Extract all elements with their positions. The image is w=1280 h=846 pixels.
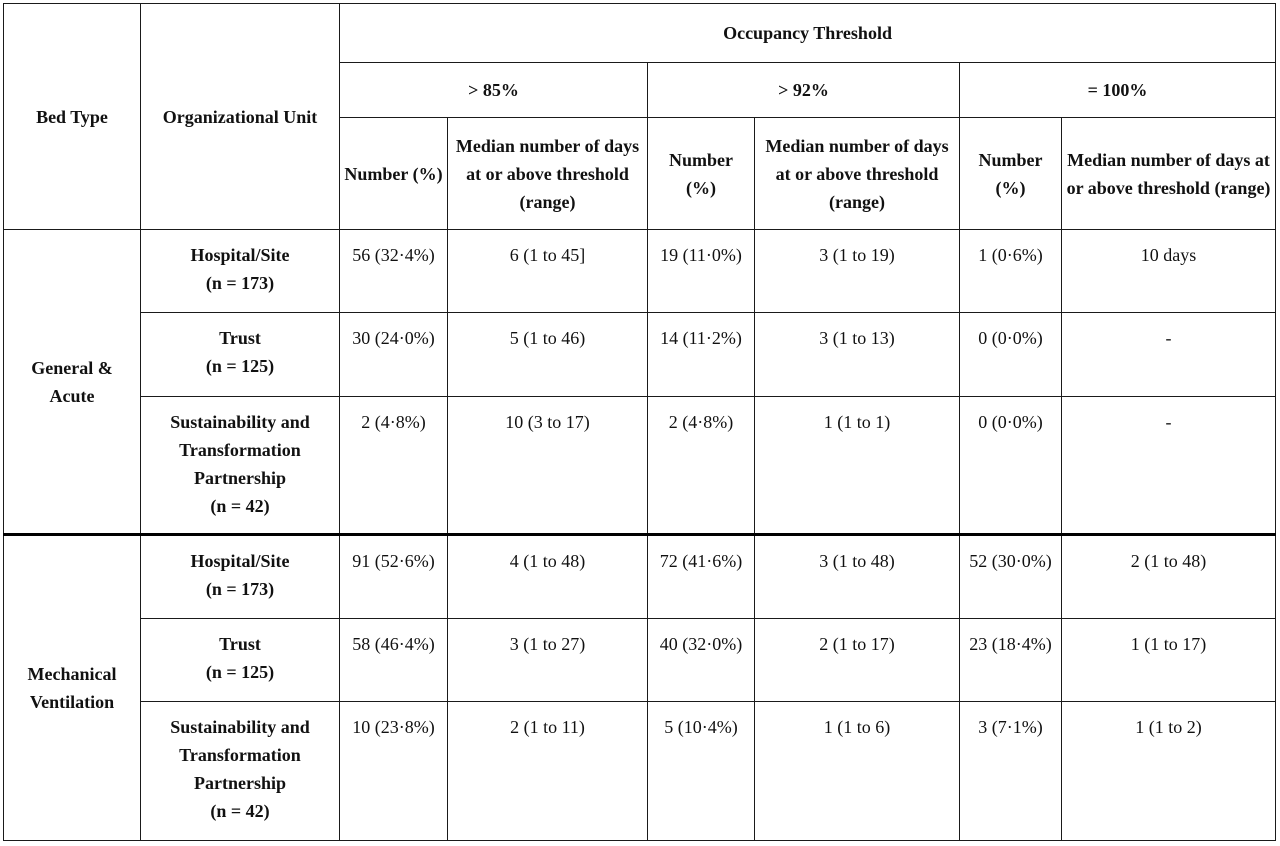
org-unit-count: (n = 173) [205, 273, 275, 293]
median-cell: 1 (1 to 6) [755, 702, 960, 841]
median-cell: 10 (3 to 17) [448, 396, 648, 535]
org-unit-header: Organizational Unit [141, 4, 340, 230]
number-cell: 14 (11·2%) [648, 313, 755, 396]
org-unit-cell [141, 313, 340, 396]
number-header: Number (%) [340, 118, 448, 230]
number-cell: 10 (23·8%) [340, 702, 448, 841]
median-cell: 4 (1 to 48) [448, 535, 648, 618]
org-unit-count: (n = 42) [210, 801, 270, 822]
number-cell: 0 (0·0%) [960, 313, 1062, 396]
threshold-85-header: > 85% [340, 63, 648, 118]
table-row [4, 230, 1276, 313]
number-cell: 56 (32·4%) [340, 230, 448, 313]
number-cell: 2 (4·8%) [340, 396, 448, 535]
number-header: Number (%) [960, 118, 1062, 230]
org-unit-name: Trust [219, 328, 261, 349]
median-cell: - [1062, 313, 1276, 396]
threshold-92-header: > 92% [648, 63, 960, 118]
number-cell: 58 (46·4%) [340, 618, 448, 701]
median-cell: 10 days [1062, 230, 1276, 313]
number-cell: 40 (32·0%) [648, 618, 755, 701]
median-cell: 3 (1 to 19) [755, 230, 960, 313]
median-cell: 6 (1 to 45] [448, 230, 648, 313]
median-cell: 2 (1 to 17) [755, 618, 960, 701]
number-cell: 52 (30·0%) [960, 535, 1062, 618]
number-cell: 5 (10·4%) [648, 702, 755, 841]
occupancy-table [3, 3, 1276, 841]
median-cell: 3 (1 to 48) [755, 535, 960, 618]
occupancy-threshold-header: Occupancy Threshold [340, 4, 1276, 63]
table-row [4, 535, 1276, 618]
number-cell: 0 (0·0%) [960, 396, 1062, 535]
org-unit-cell [141, 618, 340, 701]
table-row [4, 618, 1276, 701]
org-unit-count: (n = 42) [210, 495, 270, 516]
org-unit-name: Trust [219, 633, 261, 654]
median-cell: 3 (1 to 27) [448, 618, 648, 701]
threshold-100-header: = 100% [960, 63, 1276, 118]
median-cell: 2 (1 to 48) [1062, 535, 1276, 618]
median-cell: 1 (1 to 17) [1062, 618, 1276, 701]
median-header: Median number of days at or above threshold (range) [755, 118, 960, 230]
org-unit-name: Sustainability and Transformation Partnership [170, 717, 310, 794]
org-unit-cell [141, 702, 340, 841]
org-unit-name: Hospital/Site [190, 551, 290, 572]
org-unit-cell [141, 396, 340, 535]
median-cell: 3 (1 to 13) [755, 313, 960, 396]
table-row [4, 313, 1276, 396]
median-header: Median number of days at or above threshold (range) [448, 118, 648, 230]
median-cell: 5 (1 to 46) [448, 313, 648, 396]
bed-type-cell: Mechanical Ventilation [4, 535, 141, 841]
number-cell: 91 (52·6%) [340, 535, 448, 618]
bed-type-header: Bed Type [4, 4, 141, 230]
median-header: Median number of days at or above threshold (range) [1062, 118, 1276, 230]
median-cell: 1 (1 to 2) [1062, 702, 1276, 841]
org-unit-count: (n = 173) [205, 579, 275, 600]
number-cell: 2 (4·8%) [648, 396, 755, 535]
median-cell: 1 (1 to 1) [755, 396, 960, 535]
number-cell: 72 (41·6%) [648, 535, 755, 618]
table-row [4, 702, 1276, 841]
org-unit-count: (n = 125) [205, 356, 275, 377]
org-unit-cell [141, 230, 340, 313]
table-body [4, 230, 1276, 841]
bed-type-cell: General & Acute [4, 230, 141, 535]
median-cell: - [1062, 396, 1276, 535]
org-unit-name: Hospital/Site [190, 245, 290, 265]
median-cell: 2 (1 to 11) [448, 702, 648, 841]
number-cell: 3 (7·1%) [960, 702, 1062, 841]
number-header: Number (%) [648, 118, 755, 230]
number-cell: 1 (0·6%) [960, 230, 1062, 313]
org-unit-name: Sustainability and Transformation Partnership [170, 411, 310, 488]
number-cell: 30 (24·0%) [340, 313, 448, 396]
org-unit-cell [141, 535, 340, 618]
number-cell: 19 (11·0%) [648, 230, 755, 313]
org-unit-count: (n = 125) [205, 661, 275, 682]
number-cell: 23 (18·4%) [960, 618, 1062, 701]
table-row [4, 396, 1276, 535]
